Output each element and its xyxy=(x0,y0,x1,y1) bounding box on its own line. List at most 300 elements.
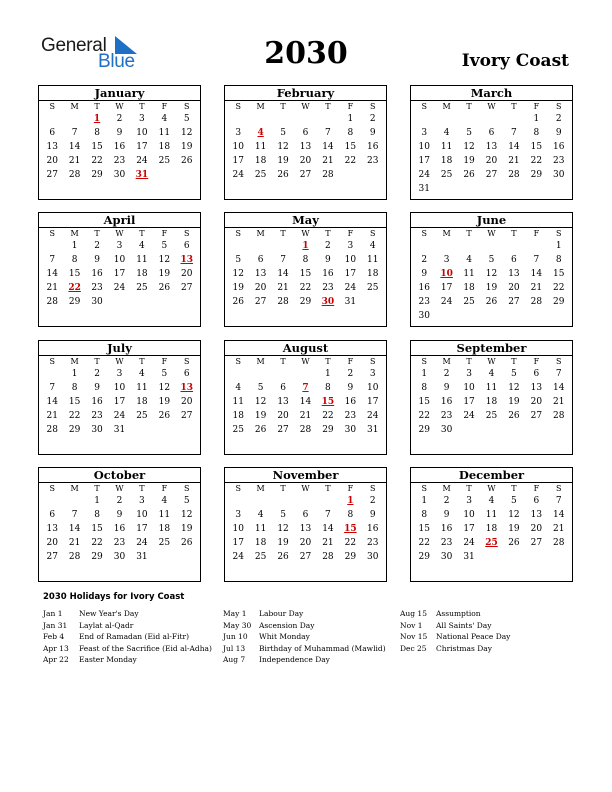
day-cell: 17 xyxy=(440,283,453,293)
empty-day-cell xyxy=(227,367,249,381)
weekday-label: M xyxy=(442,357,451,366)
day-cell: 9 xyxy=(94,383,100,393)
weekday-label: S xyxy=(370,229,376,238)
empty-day-cell xyxy=(41,367,63,381)
day-cell: 24 xyxy=(463,411,475,421)
day-cell: 28 xyxy=(322,552,334,562)
day-cell: 17 xyxy=(113,269,126,279)
day-grid xyxy=(411,483,572,564)
day-cell: 15 xyxy=(530,142,543,152)
weekday-label: W xyxy=(487,102,496,111)
day-cell: 5 xyxy=(511,369,517,379)
holiday-day-cell: 1 xyxy=(302,241,309,251)
weekday-label: W xyxy=(115,357,124,366)
weekday-label: S xyxy=(235,229,241,238)
day-cell: 3 xyxy=(116,369,123,379)
empty-day-cell xyxy=(480,112,502,126)
day-cell: 4 xyxy=(443,128,450,138)
day-cell: 17 xyxy=(136,142,148,152)
day-cell: 22 xyxy=(322,411,334,421)
day-cell: 20 xyxy=(299,538,312,548)
holiday-day-cell: 15 xyxy=(344,524,357,534)
weekday-label: T xyxy=(280,357,286,366)
day-cell: 18 xyxy=(485,524,498,534)
day-cell: 22 xyxy=(91,156,103,166)
weekday-label: T xyxy=(511,229,517,238)
holiday-row xyxy=(43,608,212,620)
day-cell: 4 xyxy=(139,241,145,251)
day-cell: 18 xyxy=(463,283,475,293)
weekday-label: S xyxy=(556,102,562,111)
day-cell: 17 xyxy=(232,538,244,548)
day-cell: 24 xyxy=(113,411,126,421)
day-cell: 25 xyxy=(254,552,267,562)
day-cell: 27 xyxy=(277,425,289,435)
empty-day-cell xyxy=(480,239,502,253)
day-cell: 12 xyxy=(463,142,475,152)
day-cell: 5 xyxy=(511,496,517,506)
day-cell: 22 xyxy=(553,283,565,293)
day-cell: 10 xyxy=(344,255,357,265)
weekday-label: W xyxy=(301,102,310,111)
weekday-label: W xyxy=(115,229,124,238)
empty-day-cell xyxy=(227,112,249,126)
day-cell: 24 xyxy=(232,552,244,562)
month-title: June xyxy=(411,213,572,228)
day-cell: 25 xyxy=(232,425,244,435)
weekday-label: T xyxy=(325,229,331,238)
day-grid xyxy=(39,483,200,564)
day-cell: 7 xyxy=(511,128,517,138)
day-cell: 18 xyxy=(254,156,267,166)
day-cell: 3 xyxy=(369,369,376,379)
day-cell: 14 xyxy=(322,524,334,534)
day-cell: 21 xyxy=(553,524,565,534)
day-cell: 8 xyxy=(347,510,354,520)
weekday-label: W xyxy=(115,102,124,111)
day-grid xyxy=(225,228,386,309)
day-cell: 28 xyxy=(508,170,520,180)
day-grid xyxy=(39,228,200,309)
holiday-name: Ascension Day xyxy=(259,620,315,630)
day-cell: 18 xyxy=(485,397,498,407)
day-cell: 25 xyxy=(440,170,453,180)
day-cell: 24 xyxy=(440,297,453,307)
day-cell: 3 xyxy=(235,510,242,520)
day-cell: 21 xyxy=(322,156,334,166)
day-cell: 6 xyxy=(257,255,264,265)
day-cell: 2 xyxy=(369,114,376,124)
day-cell: 12 xyxy=(277,524,289,534)
day-cell: 10 xyxy=(136,510,148,520)
day-cell: 16 xyxy=(91,397,103,407)
weekday-label: T xyxy=(94,229,100,238)
day-cell: 12 xyxy=(181,510,193,520)
day-cell: 24 xyxy=(136,538,148,548)
empty-day-cell xyxy=(63,112,85,126)
day-cell: 20 xyxy=(181,269,193,279)
holiday-name: Labour Day xyxy=(259,609,304,618)
weekday-label: F xyxy=(347,484,354,493)
day-cell: 12 xyxy=(485,269,498,279)
weekday-label: S xyxy=(49,102,55,111)
day-cell: 20 xyxy=(485,156,498,166)
weekday-label: T xyxy=(139,357,145,366)
day-cell: 21 xyxy=(553,397,565,407)
holiday-date: Apr 13 xyxy=(43,643,69,653)
day-cell: 1 xyxy=(421,496,428,506)
day-cell: 2 xyxy=(325,241,331,251)
empty-day-cell xyxy=(525,239,547,253)
holiday-name: Feast of the Sacrifice (Eid al-Adha) xyxy=(79,643,212,653)
day-cell: 4 xyxy=(466,255,472,265)
weekday-label: S xyxy=(421,102,427,111)
day-cell: 28 xyxy=(299,425,312,435)
day-cell: 15 xyxy=(299,269,312,279)
day-cell: 14 xyxy=(553,383,565,393)
day-cell: 9 xyxy=(116,510,123,520)
day-cell: 4 xyxy=(488,369,495,379)
weekday-label: S xyxy=(184,102,190,111)
day-cell: 7 xyxy=(325,128,331,138)
weekday-label: S xyxy=(556,229,562,238)
day-cell: 31 xyxy=(136,552,148,562)
day-cell: 20 xyxy=(299,156,312,166)
day-cell: 22 xyxy=(530,156,543,166)
day-cell: 20 xyxy=(181,397,193,407)
day-cell: 14 xyxy=(46,397,58,407)
day-cell: 17 xyxy=(463,524,475,534)
weekday-label: F xyxy=(347,102,354,111)
day-cell: 20 xyxy=(277,411,289,421)
day-cell: 30 xyxy=(418,311,430,321)
day-cell: 28 xyxy=(530,297,543,307)
day-cell: 9 xyxy=(325,255,331,265)
day-cell: 1 xyxy=(94,496,100,506)
day-cell: 10 xyxy=(113,383,126,393)
empty-day-cell xyxy=(317,494,339,508)
day-cell: 10 xyxy=(113,255,126,265)
holiday-day-cell: 4 xyxy=(257,128,264,138)
weekday-label: T xyxy=(511,484,517,493)
day-cell: 29 xyxy=(553,297,565,307)
holiday-name: Laylat al-Qadr xyxy=(79,620,134,630)
day-cell: 8 xyxy=(71,255,78,265)
day-cell: 23 xyxy=(113,156,126,166)
weekday-label: S xyxy=(370,102,376,111)
day-cell: 6 xyxy=(183,241,190,251)
day-grid xyxy=(411,356,572,437)
day-cell: 23 xyxy=(113,538,126,548)
day-cell: 11 xyxy=(136,255,148,265)
day-cell: 25 xyxy=(136,283,148,293)
weekday-label: T xyxy=(466,102,472,111)
day-cell: 16 xyxy=(344,397,357,407)
weekday-label: M xyxy=(442,484,451,493)
day-cell: 30 xyxy=(367,552,379,562)
weekday-label: W xyxy=(115,484,124,493)
day-cell: 12 xyxy=(508,383,520,393)
day-cell: 7 xyxy=(325,510,331,520)
day-cell: 3 xyxy=(466,496,472,506)
empty-day-cell xyxy=(413,239,435,253)
day-cell: 9 xyxy=(347,383,354,393)
weekday-label: W xyxy=(487,357,496,366)
day-cell: 22 xyxy=(418,411,430,421)
day-cell: 4 xyxy=(488,496,495,506)
empty-day-cell xyxy=(294,112,316,126)
holiday-name: Independence Day xyxy=(259,655,330,664)
day-cell: 16 xyxy=(91,269,103,279)
day-cell: 8 xyxy=(94,510,100,520)
day-cell: 14 xyxy=(46,269,58,279)
empty-day-cell xyxy=(503,239,525,253)
month-title: February xyxy=(225,86,386,101)
day-cell: 27 xyxy=(485,170,498,180)
empty-day-cell xyxy=(249,367,271,381)
weekday-label: S xyxy=(184,229,190,238)
day-cell: 21 xyxy=(68,538,81,548)
holiday-name: Whit Monday xyxy=(259,632,310,641)
holiday-day-cell: 22 xyxy=(68,283,81,293)
day-cell: 27 xyxy=(508,297,520,307)
weekday-label: F xyxy=(533,102,540,111)
day-cell: 13 xyxy=(485,142,498,152)
day-cell: 23 xyxy=(91,411,103,421)
day-cell: 14 xyxy=(277,269,289,279)
weekday-label: F xyxy=(533,357,540,366)
day-cell: 26 xyxy=(181,156,193,166)
month-april xyxy=(38,212,201,327)
weekday-label: W xyxy=(487,229,496,238)
day-cell: 11 xyxy=(254,524,267,534)
day-cell: 1 xyxy=(555,241,562,251)
empty-day-cell xyxy=(317,112,339,126)
logo-text-general: General xyxy=(41,35,107,56)
day-cell: 18 xyxy=(158,524,171,534)
day-cell: 29 xyxy=(322,425,334,435)
holiday-row xyxy=(400,620,510,632)
day-cell: 28 xyxy=(68,552,81,562)
day-cell: 26 xyxy=(508,411,520,421)
day-cell: 24 xyxy=(232,170,244,180)
month-march xyxy=(410,85,573,200)
day-cell: 2 xyxy=(369,496,376,506)
day-cell: 6 xyxy=(533,496,540,506)
day-cell: 28 xyxy=(68,170,81,180)
holiday-date: May 30 xyxy=(223,620,252,630)
holiday-column xyxy=(400,608,510,654)
day-cell: 17 xyxy=(232,156,244,166)
day-cell: 30 xyxy=(113,170,126,180)
empty-day-cell xyxy=(249,112,271,126)
month-september xyxy=(410,340,573,455)
empty-day-cell xyxy=(41,239,63,253)
day-cell: 15 xyxy=(91,524,103,534)
day-cell: 24 xyxy=(113,283,126,293)
holiday-date: Nov 15 xyxy=(400,632,428,641)
weekday-label: M xyxy=(70,229,79,238)
day-cell: 13 xyxy=(299,142,312,152)
day-cell: 9 xyxy=(369,128,376,138)
holiday-row xyxy=(43,643,212,655)
day-cell: 27 xyxy=(46,170,58,180)
day-grid xyxy=(411,101,572,196)
day-cell: 27 xyxy=(299,170,312,180)
day-cell: 17 xyxy=(418,156,430,166)
holiday-date: Aug 15 xyxy=(400,609,427,618)
day-cell: 12 xyxy=(508,510,520,520)
holiday-day-cell: 15 xyxy=(321,397,335,407)
day-cell: 4 xyxy=(161,496,168,506)
day-cell: 10 xyxy=(418,142,430,152)
empty-day-cell xyxy=(294,367,316,381)
day-cell: 16 xyxy=(322,269,334,279)
day-cell: 30 xyxy=(440,552,453,562)
day-cell: 5 xyxy=(161,369,168,379)
empty-day-cell xyxy=(458,239,480,253)
day-cell: 11 xyxy=(485,383,498,393)
day-cell: 29 xyxy=(418,425,430,435)
empty-day-cell xyxy=(272,367,294,381)
day-cell: 19 xyxy=(463,156,475,166)
day-cell: 13 xyxy=(46,524,58,534)
day-cell: 24 xyxy=(344,283,357,293)
day-cell: 17 xyxy=(136,524,148,534)
day-cell: 26 xyxy=(181,538,193,548)
day-cell: 7 xyxy=(533,255,540,265)
day-cell: 20 xyxy=(46,156,58,166)
day-cell: 5 xyxy=(183,114,190,124)
day-cell: 24 xyxy=(367,411,379,421)
day-cell: 2 xyxy=(555,114,562,124)
day-cell: 2 xyxy=(94,369,100,379)
holiday-row xyxy=(400,643,510,655)
day-cell: 31 xyxy=(418,184,430,194)
day-cell: 18 xyxy=(254,538,267,548)
day-cell: 28 xyxy=(46,297,58,307)
weekday-label: F xyxy=(161,229,168,238)
weekday-label: M xyxy=(442,102,451,111)
weekday-label: M xyxy=(70,484,79,493)
empty-day-cell xyxy=(458,112,480,126)
day-cell: 6 xyxy=(49,128,56,138)
holiday-name: National Peace Day xyxy=(436,632,511,641)
empty-day-cell xyxy=(435,112,457,126)
day-cell: 18 xyxy=(158,142,171,152)
weekday-label: S xyxy=(421,484,427,493)
day-cell: 8 xyxy=(533,128,540,138)
day-cell: 12 xyxy=(181,128,193,138)
holiday-date: Nov 1 xyxy=(400,620,423,630)
month-title: April xyxy=(39,213,200,228)
day-cell: 28 xyxy=(322,170,334,180)
holiday-day-cell: 13 xyxy=(180,383,194,393)
weekday-label: F xyxy=(161,357,168,366)
day-cell: 19 xyxy=(277,156,289,166)
day-cell: 6 xyxy=(49,510,56,520)
month-title: November xyxy=(225,468,386,483)
day-cell: 19 xyxy=(254,411,267,421)
day-cell: 19 xyxy=(158,269,171,279)
day-cell: 28 xyxy=(553,411,565,421)
day-cell: 2 xyxy=(347,369,354,379)
weekday-label: S xyxy=(421,357,427,366)
day-cell: 30 xyxy=(91,425,103,435)
day-cell: 10 xyxy=(463,383,475,393)
day-cell: 18 xyxy=(232,411,244,421)
day-cell: 4 xyxy=(139,369,145,379)
day-cell: 19 xyxy=(232,283,244,293)
day-cell: 8 xyxy=(421,383,428,393)
day-cell: 15 xyxy=(68,269,81,279)
holiday-list-title: 2030 Holidays for Ivory Coast xyxy=(43,592,185,602)
empty-day-cell xyxy=(249,239,271,253)
day-cell: 12 xyxy=(232,269,244,279)
weekday-label: S xyxy=(370,484,376,493)
weekday-label: F xyxy=(161,102,168,111)
day-cell: 26 xyxy=(463,170,475,180)
day-cell: 29 xyxy=(91,170,103,180)
day-cell: 14 xyxy=(299,397,312,407)
day-cell: 29 xyxy=(418,552,430,562)
weekday-label: T xyxy=(466,484,472,493)
holiday-name: End of Ramadan (Eid al-Fitr) xyxy=(79,632,190,641)
day-cell: 20 xyxy=(254,283,267,293)
day-cell: 6 xyxy=(302,128,309,138)
day-grid xyxy=(225,101,386,182)
day-cell: 5 xyxy=(257,383,264,393)
day-cell: 26 xyxy=(485,297,498,307)
country-name: Ivory Coast xyxy=(461,51,569,71)
day-cell: 2 xyxy=(443,369,450,379)
day-cell: 14 xyxy=(508,142,520,152)
day-cell: 6 xyxy=(533,369,540,379)
empty-day-cell xyxy=(503,112,525,126)
day-cell: 7 xyxy=(71,510,78,520)
day-cell: 29 xyxy=(91,552,103,562)
day-cell: 8 xyxy=(94,128,100,138)
day-cell: 23 xyxy=(91,283,103,293)
holiday-date: Jun 10 xyxy=(223,632,248,641)
day-cell: 13 xyxy=(299,524,312,534)
calendar-year: 2030 xyxy=(264,36,348,71)
day-cell: 29 xyxy=(68,297,81,307)
day-cell: 2 xyxy=(116,114,123,124)
day-cell: 9 xyxy=(555,128,562,138)
day-cell: 7 xyxy=(555,496,562,506)
holiday-row xyxy=(43,620,212,632)
day-cell: 5 xyxy=(280,510,286,520)
weekday-label: T xyxy=(466,229,472,238)
day-cell: 3 xyxy=(347,241,354,251)
day-cell: 25 xyxy=(136,411,148,421)
day-cell: 22 xyxy=(68,411,81,421)
holiday-name: All Saints' Day xyxy=(436,620,492,630)
day-cell: 19 xyxy=(181,142,193,152)
day-cell: 3 xyxy=(139,496,145,506)
day-cell: 7 xyxy=(49,383,56,393)
day-cell: 27 xyxy=(530,411,543,421)
day-cell: 11 xyxy=(440,142,453,152)
holiday-day-cell: 7 xyxy=(302,383,309,393)
day-cell: 9 xyxy=(443,510,450,520)
day-cell: 3 xyxy=(466,369,472,379)
holiday-day-cell: 31 xyxy=(135,170,149,180)
month-june xyxy=(410,212,573,327)
day-cell: 23 xyxy=(418,297,430,307)
day-cell: 23 xyxy=(553,156,565,166)
